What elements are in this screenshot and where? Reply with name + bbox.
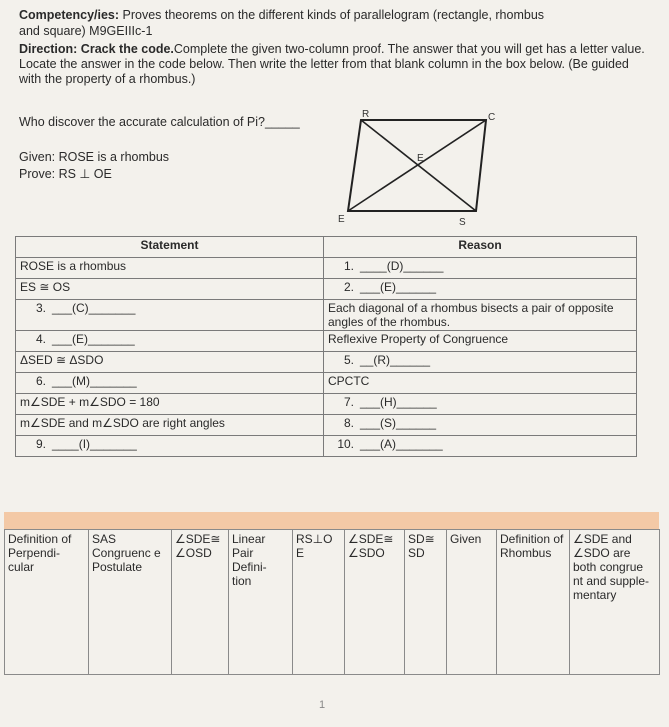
statement-cell[interactable]: 4. ___(E)_______: [16, 331, 324, 352]
competency-line-2: and square) M9GEIIIc-1: [19, 24, 153, 38]
vertex-label-c: C: [488, 112, 496, 123]
code-cell: ∠SDE and ∠SDO are both congrue nt and supple- mentary: [570, 530, 660, 675]
proof-row: [16, 331, 637, 352]
proof-row: [16, 352, 637, 373]
code-cell: ∠SDE≅ ∠SDO: [345, 530, 405, 675]
reason-header: Reason: [324, 237, 637, 258]
reason-cell: CPCTC: [324, 373, 637, 394]
code-cell: Given: [447, 530, 497, 675]
statement-cell: ES ≅ OS: [16, 279, 324, 300]
code-cell: Linear Pair Defini- tion: [229, 530, 293, 675]
reason-cell[interactable]: 5. __(R)______: [324, 352, 637, 373]
vertex-label-e: E: [338, 214, 345, 225]
direction-paragraph: [19, 42, 649, 87]
reason-cell: Each diagonal of a rhombus bisects a pair of opposite angles of the rhombus.: [324, 300, 637, 331]
statement-cell: ΔSED ≅ ΔSDO: [16, 352, 324, 373]
code-cell: SAS Congruenc e Postulate: [89, 530, 172, 675]
reason-cell[interactable]: 8. ___(S)______: [324, 415, 637, 436]
statement-cell[interactable]: 9. ____(I)_______: [16, 436, 324, 457]
proof-row: [16, 394, 637, 415]
reason-cell[interactable]: 7. ___(H)______: [324, 394, 637, 415]
center-label-e: E: [417, 153, 424, 164]
direction-text: Complete the given two-column proof. The answer that you will get has a letter value. Locate the answer in the code below. Then write the letter from that blank column in the box below. (Be guided with the property of a rhombus.): [19, 42, 645, 86]
proof-header-row: [16, 237, 637, 258]
reason-cell: Reflexive Property of Congruence: [324, 331, 637, 352]
code-cell: SD≅ SD: [405, 530, 447, 675]
code-table: [4, 529, 660, 675]
page-number: 1: [319, 699, 326, 711]
reason-cell[interactable]: 1. ____(D)______: [324, 258, 637, 279]
competency-label: Competency/ies:: [19, 8, 120, 22]
reason-cell[interactable]: 2. ___(E)______: [324, 279, 637, 300]
reason-cell[interactable]: 10. ___(A)_______: [324, 436, 637, 457]
rhombus-figure: [328, 108, 508, 233]
competency-text: Proves theorems on the different kinds of parallelogram (rectangle, rhombus: [119, 8, 545, 22]
proof-row: [16, 373, 637, 394]
proof-row: [16, 300, 637, 331]
statement-cell: ROSE is a rhombus: [16, 258, 324, 279]
proof-row: [16, 415, 637, 436]
statement-cell[interactable]: 6. ___(M)_______: [16, 373, 324, 394]
code-cell: ∠SDE≅ ∠OSD: [172, 530, 229, 675]
code-row: [5, 530, 660, 675]
code-cell: Definition of Perpendi- cular: [5, 530, 89, 675]
question-text: Who discover the accurate calculation of Pi?_____: [19, 115, 300, 129]
vertex-label-r: R: [362, 109, 370, 120]
statement-cell: m∠SDE + m∠SDO = 180: [16, 394, 324, 415]
statement-header: Statement: [16, 237, 324, 258]
code-cell: RS⊥O E: [293, 530, 345, 675]
proof-table: [15, 236, 637, 457]
proof-row: [16, 279, 637, 300]
given-text: Given: ROSE is a rhombus: [19, 150, 170, 164]
competency-line: [19, 8, 544, 22]
statement-cell[interactable]: 3. ___(C)_______: [16, 300, 324, 331]
code-header-band: [4, 512, 659, 529]
diagonal-oe: [348, 120, 486, 211]
proof-row: [16, 436, 637, 457]
vertex-label-s: S: [459, 217, 466, 228]
statement-cell: m∠SDE and m∠SDO are right angles: [16, 415, 324, 436]
code-cell: Definition of Rhombus: [497, 530, 570, 675]
direction-label: Direction: Crack the code.: [19, 42, 174, 56]
diagonal-rs: [361, 120, 476, 211]
prove-text: Prove: RS ⊥ OE: [19, 167, 112, 181]
proof-row: [16, 258, 637, 279]
